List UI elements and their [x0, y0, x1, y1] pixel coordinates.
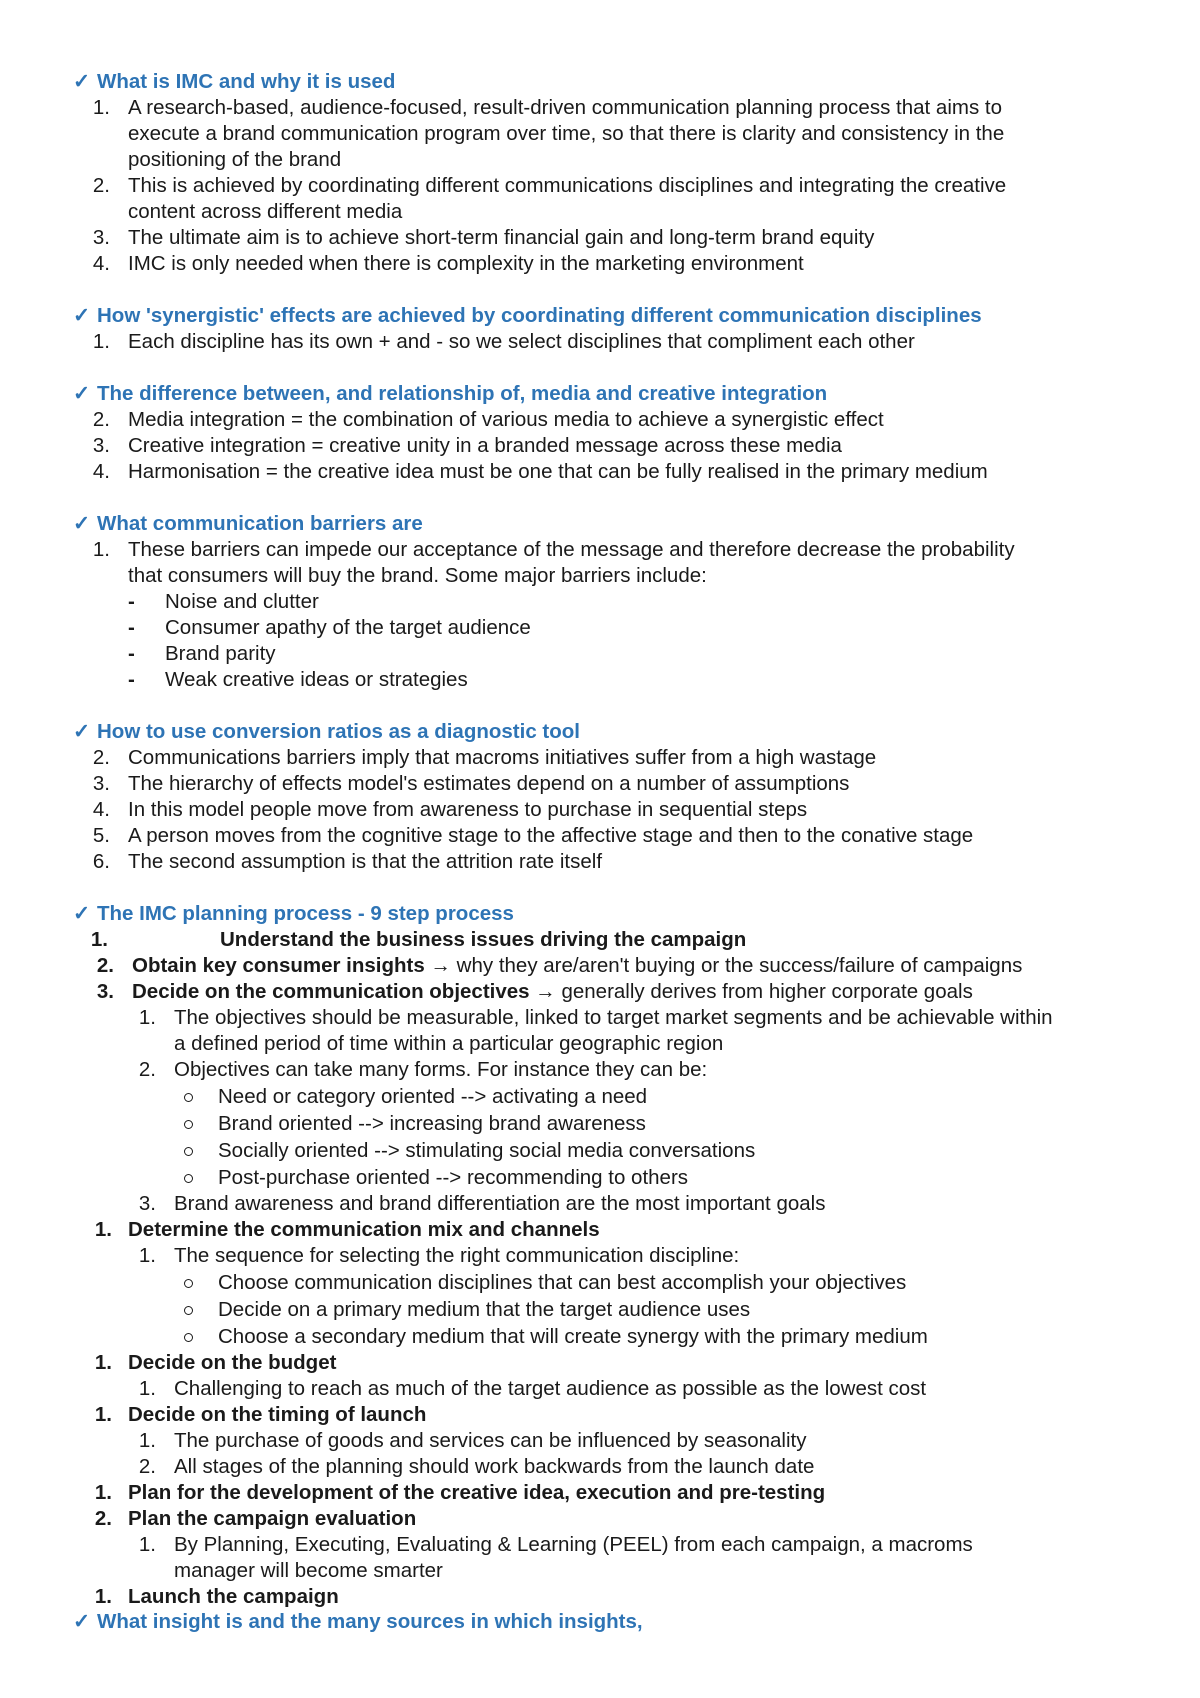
- section-heading: ✓ What insight is and the many sources in which insights,: [73, 1610, 643, 1633]
- check-icon: ✓: [73, 1610, 91, 1633]
- check-icon: ✓: [73, 720, 91, 743]
- arrow-right-icon: →: [535, 980, 556, 1003]
- circle-bullet-icon: [184, 1174, 193, 1183]
- check-icon: ✓: [73, 512, 91, 535]
- dash-bullet-icon: -: [128, 590, 135, 613]
- check-icon: ✓: [73, 382, 91, 405]
- circle-bullet-icon: [184, 1120, 193, 1129]
- check-icon: ✓: [73, 902, 91, 925]
- document-page: ✓ What is IMC and why it is used 1. A research-based, audience-focused, result-driven communication planning process that aims to execute a brand communication program over time, so that there is clarity and consistency in the positioning of the brand 2. This is achieved by coordinating different communications disciplines and integrating the creative content across different media 3. The ultimate aim is to achieve short-term financial gain and long-term brand equity 4. IMC is only needed when there is complexity in the marketing environment ✓ How 'synergistic' effects are achieved by coordinating different communication disciplines 1. Each discipline has its own + and - so we select disciplines that compliment each other ✓ The difference between, and relationship of, media and creative integration 2. Media integration = the combination of various media to achieve a synergistic effect 3. Creative integration = creative unity in a branded message across these media 4. Harmonisation = the creative idea must be one that can be fully realised in the primary medium ✓ What communication barriers are 1. These barriers can impede our acceptance of the message and therefore decrease the probability that consumers will buy the brand. Some major barriers include: - Noise and clutter - Consumer apathy of the target audience - Brand parity - Weak creative ideas or strategies ✓ How to use conversion ratios as a diagnostic tool 2. Communications barriers imply that macroms initiatives suffer from a high wastage 3. The hierarchy of effects model's estimates depend on a number of assumptions 4. In this model people move from awareness to purchase in sequential steps 5. A person moves from the cognitive stage to the affective stage and then to the conative stage 6. The second assumption is that the attrition rate itself ✓ The IMC planning process - 9 step process 1. Understand the business issues driving the campaign 2. Obtain key consumer insights → why they are/aren't buying or the success/failure of campaigns 3. Decide on the communication objectives → generally derives from higher corporate goals 1. The objectives should be measurable, linked to target market segments and be achievable within a defined period of time within a particular geographic region 2. Objectives can take many forms. For instance they can be: Need or category oriented --> activating a need Brand oriented --> increasing brand awareness Socially oriented --> stimulating social media conversations Post-purchase oriented --> recommending to others 3. Brand awareness and brand differentiation are the most important goals 1. Determine the communication mix and channels 1. The sequence for selecting the right communication discipline: Choose communication disciplines that can best accomplish your objectives Decide on a primary medium that the target audience uses Choose a secondary medium that will create synergy with the primary medium 1. Decide on the budget 1. Challenging to reach as much of the target audience as possible as the lowest cost 1. Decide on the timing of launch 1. The purchase of goods and services can be influenced by seasonality 2. All stages of the planning should work backwards from the launch date 1. Plan for the development of the creative idea, execution and pre-testing 2. Plan the campaign evaluation 1. By Planning, Executing, Evaluating & Learning (PEEL) from each campaign, a macroms manager will become smarter 1. Launch the campaign ✓ What insight is and the many sources in which insights,: [73, 70, 1053, 1633]
- dash-bullet-icon: -: [128, 668, 135, 691]
- sub-item-continuation: manager will become smarter: [174, 1559, 443, 1582]
- section-heading: ✓ What communication barriers are: [73, 512, 423, 535]
- circle-bullet-icon: [184, 1306, 193, 1315]
- circle-bullet-icon: [184, 1279, 193, 1288]
- dash-bullet-icon: -: [128, 616, 135, 639]
- list-item-continuation: positioning of the brand: [128, 148, 342, 171]
- check-icon: ✓: [73, 70, 91, 93]
- circle-bullet-icon: [184, 1333, 193, 1342]
- list-item-continuation: content across different media: [128, 200, 403, 223]
- arrow-right-icon: →: [430, 954, 451, 977]
- section-heading: ✓ How 'synergistic' effects are achieved by coordinating different communication disciplines: [73, 304, 982, 327]
- section-heading: ✓ What is IMC and why it is used: [73, 70, 396, 93]
- section-heading: ✓ The difference between, and relationship of, media and creative integration: [73, 382, 828, 405]
- list-item-continuation: that consumers will buy the brand. Some major barriers include:: [128, 564, 707, 587]
- sub-item-continuation: a defined period of time within a particular geographic region: [174, 1032, 724, 1055]
- circle-bullet-icon: [184, 1093, 193, 1102]
- section-heading: ✓ How to use conversion ratios as a diagnostic tool: [73, 720, 580, 743]
- dash-bullet-icon: -: [128, 642, 135, 665]
- circle-bullet-icon: [184, 1147, 193, 1156]
- list-item-continuation: execute a brand communication program over time, so that there is clarity and consistency in the: [128, 122, 1005, 145]
- section-heading: ✓ The IMC planning process - 9 step process: [73, 902, 514, 925]
- check-icon: ✓: [73, 304, 91, 327]
